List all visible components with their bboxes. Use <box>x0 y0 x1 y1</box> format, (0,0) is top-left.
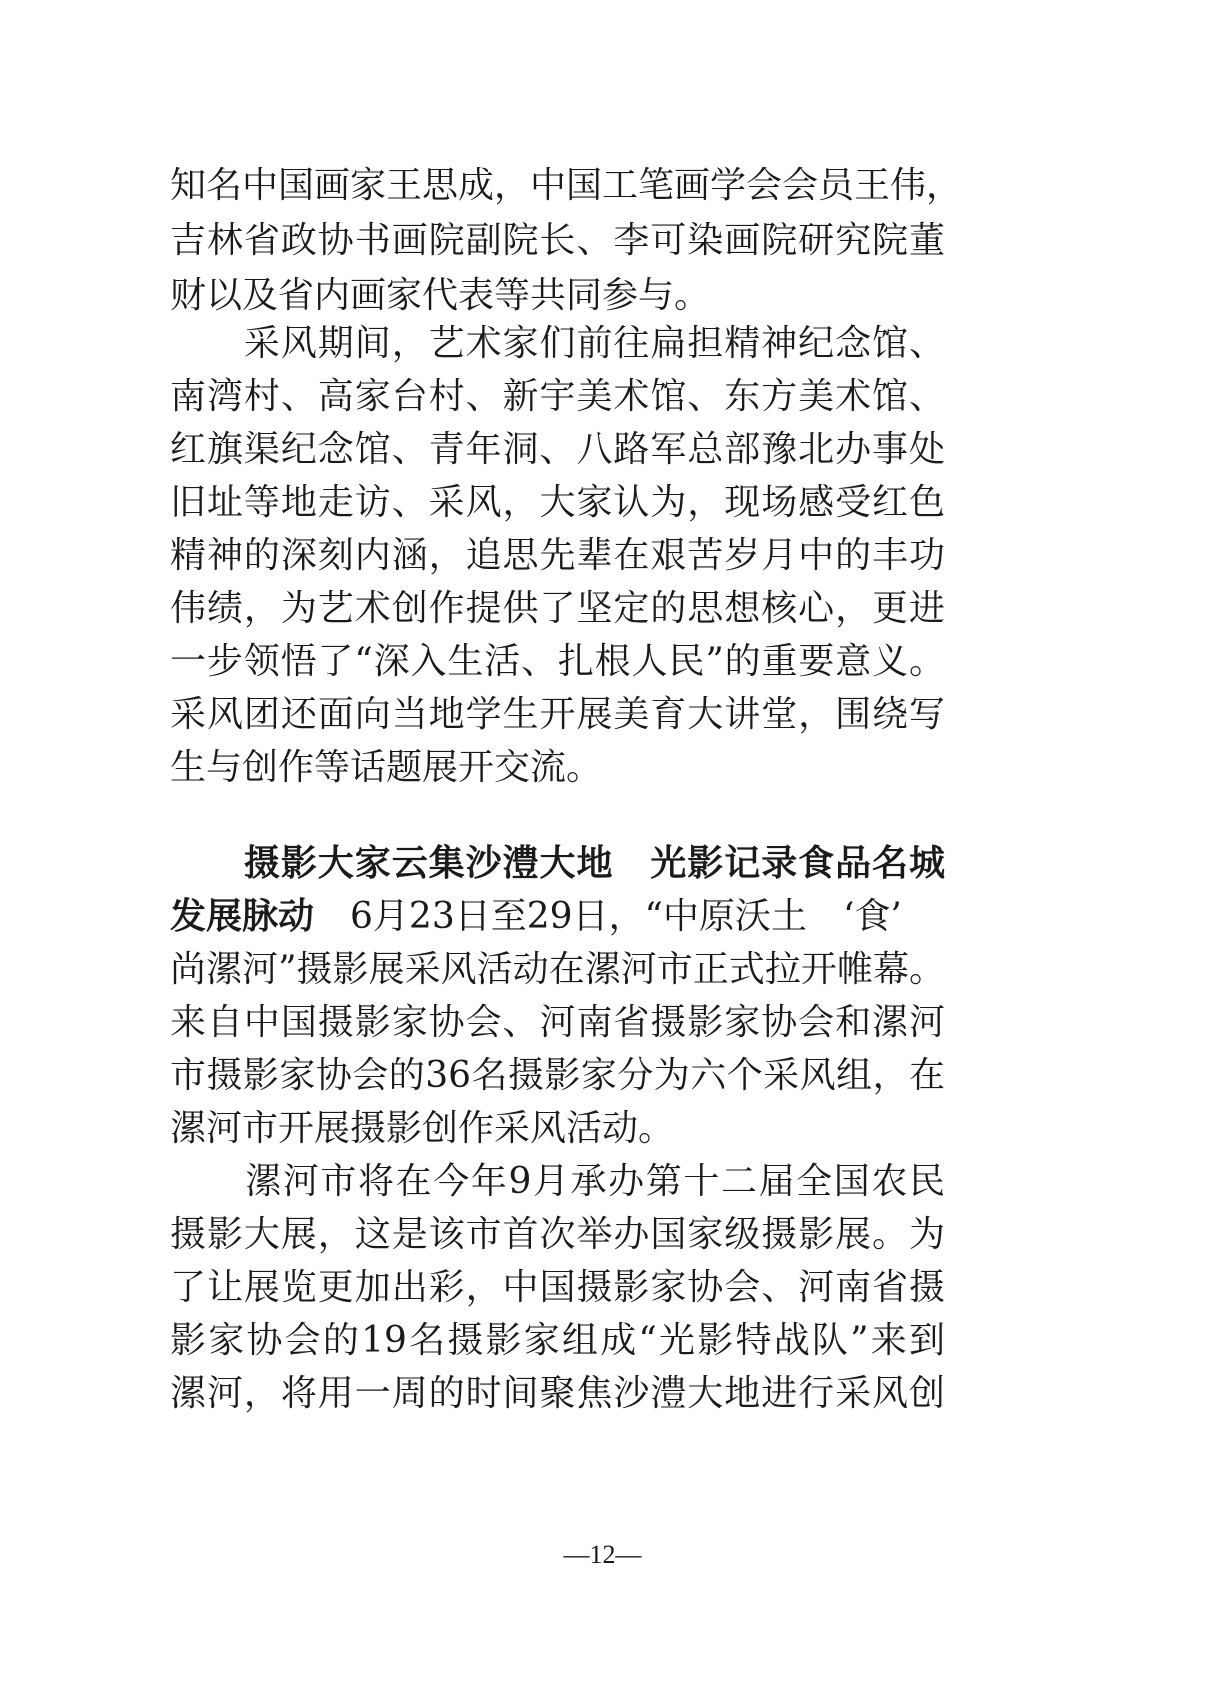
text-line: 了让展览更加出彩，中国摄影家协会、河南省摄 <box>170 1267 945 1308</box>
text-line: 生与创作等话题展开交流。 <box>170 747 603 788</box>
text-line: 一步领悟了“深入生活、扎根人民”的重要意义。 <box>170 641 945 682</box>
text-line: 来自中国摄影家协会、河南省摄影家协会和漯河 <box>170 1002 945 1043</box>
text-line: 旧址等地走访、采风，大家认为，现场感受红色 <box>170 482 945 523</box>
text-line: 尚漯河”摄影展采风活动在漯河市正式拉开帷幕。 <box>170 949 945 990</box>
text-span: 6月23日至29日，“中原沃土 ‘食’ <box>314 896 902 937</box>
text-line: 红旗渠纪念馆、青年洞、八路军总部豫北办事处 <box>170 429 945 470</box>
text-line: 漯河市将在今年9月承办第十二届全国农民 <box>170 1161 945 1202</box>
text-line: 财以及省内画家代表等共同参与。 <box>170 275 711 316</box>
section-headline: 摄影大家云集沙澧大地 光影记录食品名城 <box>170 843 945 884</box>
page-number: —12— <box>563 1540 642 1569</box>
text-line: 采风团还面向当地学生开展美育大讲堂，围绕写 <box>170 694 945 735</box>
text-line <box>170 889 945 944</box>
text-line: 影家协会的19名摄影家组成“光影特战队”来到 <box>170 1320 945 1361</box>
text-line: 精神的深刻内涵，追思先辈在艰苦岁月中的丰功 <box>170 535 945 576</box>
text-line: 南湾村、高家台村、新宇美术馆、东方美术馆、 <box>170 376 945 417</box>
text-line: 采风期间，艺术家们前往扁担精神纪念馆、 <box>170 323 945 364</box>
text-line: 吉林省政协书画院副院长、李可染画院研究院董 <box>170 220 945 261</box>
text-line: 伟绩，为艺术创作提供了坚定的思想核心，更进 <box>170 588 945 629</box>
text-line: 漯河，将用一周的时间聚焦沙澧大地进行采风创 <box>170 1373 945 1414</box>
text-line: 市摄影家协会的36名摄影家分为六个采风组，在 <box>170 1055 945 1096</box>
text-line: 知名中国画家王思成，中国工笔画学会会员王伟， <box>170 165 963 206</box>
section-headline-tail: 发展脉动 <box>170 896 315 937</box>
text-line: 摄影大展，这是该市首次举办国家级摄影展。为 <box>170 1214 945 1255</box>
text-line: 漯河市开展摄影创作采风活动。 <box>170 1108 675 1149</box>
